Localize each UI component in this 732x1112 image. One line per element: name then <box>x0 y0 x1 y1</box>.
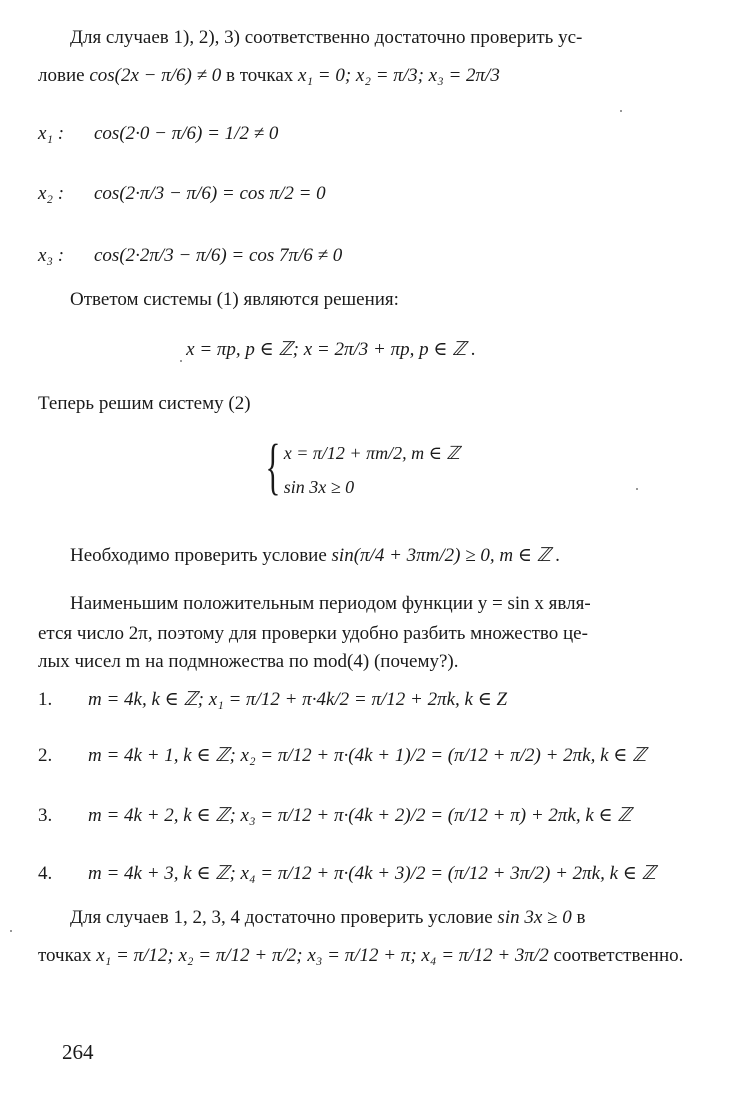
text: соответственно. <box>548 945 684 966</box>
paragraph-line <box>0 288 732 312</box>
text: в точках <box>221 65 298 86</box>
case-number: 2. <box>38 745 53 766</box>
text: Необходимо проверить условие <box>70 545 332 566</box>
paragraph-line <box>0 26 732 50</box>
check-row <box>0 122 700 146</box>
case-row <box>0 688 700 712</box>
math-formula: sin 3x ≥ 0 <box>497 907 572 928</box>
check-row <box>0 182 700 206</box>
case-row <box>0 744 700 768</box>
math-formula: x = πp, p ∈ ℤ; x = 2π/3 + πp, p ∈ ℤ . <box>186 339 476 360</box>
math-formula: m = 4k, k ∈ ℤ; x₁ = π/12 + π·4k/2 = π/12 + 2πk, k ∈ Z <box>88 689 508 710</box>
math-formula: cos(2x − π/6) ≠ 0 <box>89 65 222 86</box>
paragraph-line <box>0 544 732 568</box>
text: Ответом системы (1) являются решения: <box>70 289 399 310</box>
text: ловие <box>38 65 90 86</box>
answer-formula <box>0 338 662 362</box>
paragraph-line <box>0 622 700 646</box>
math-formula: x = π/12 + πm/2, m ∈ ℤ <box>283 443 460 463</box>
math-formula: m = 4k + 2, k ∈ ℤ; x₃ = π/12 + π·(4k + 2)/2 = (π/12 + π) + 2πk, k ∈ ℤ <box>88 805 632 826</box>
text: ется число 2π, поэтому для проверки удобно разбить множество це- <box>38 623 588 644</box>
text: в <box>571 907 586 928</box>
case-number: 4. <box>38 863 53 884</box>
paragraph-line <box>0 592 732 616</box>
paragraph-line <box>0 392 700 416</box>
case-number: 3. <box>38 805 53 826</box>
text: Для случаев 1, 2, 3, 4 достаточно проверить условие <box>70 907 498 928</box>
page-number: 264 <box>62 1040 94 1064</box>
math-formula: cos(2·π/3 − π/6) = cos π/2 = 0 <box>94 183 326 204</box>
paragraph-line <box>0 650 700 674</box>
brace-icon: { <box>265 433 281 501</box>
math-formula: x₁ = π/12; x₂ = π/12 + π/2; x₃ = π/12 + π; x₄ = π/12 + 3π/2 <box>96 945 549 966</box>
text: точках <box>38 945 97 966</box>
text: Наименьшим положительным периодом функции y = sin x явля- <box>70 593 591 614</box>
case-number: 1. <box>38 689 53 710</box>
math-label: x₂ : <box>38 183 65 204</box>
case-row <box>0 862 700 886</box>
case-row <box>0 804 700 828</box>
paragraph-line <box>0 906 732 930</box>
scan-speck <box>636 488 638 490</box>
equation-system <box>258 433 618 516</box>
math-formula: x₁ = 0; x₂ = π/3; x₃ = 2π/3 <box>298 65 500 86</box>
text: Для случаев 1), 2), 3) соответственно достаточно проверить ус- <box>70 27 583 48</box>
math-formula: m = 4k + 1, k ∈ ℤ; x₂ = π/12 + π·(4k + 1)/2 = (π/12 + π/2) + 2πk, k ∈ ℤ <box>88 745 647 766</box>
math-label: x₃ : <box>38 245 65 266</box>
math-formula: cos(2·2π/3 − π/6) = cos 7π/6 ≠ 0 <box>94 245 343 266</box>
check-row <box>0 244 700 268</box>
paragraph-line <box>0 944 700 968</box>
scan-speck <box>620 110 622 112</box>
math-label: x₁ : <box>38 123 65 144</box>
scan-speck <box>10 930 12 932</box>
math-formula: sin(π/4 + 3πm/2) ≥ 0, m ∈ ℤ . <box>331 545 561 566</box>
scan-speck <box>180 360 182 362</box>
math-formula: m = 4k + 3, k ∈ ℤ; x₄ = π/12 + π·(4k + 3)/2 = (π/12 + 3π/2) + 2πk, k ∈ ℤ <box>88 863 656 884</box>
math-formula: cos(2·0 − π/6) = 1/2 ≠ 0 <box>94 123 279 144</box>
math-formula: sin 3x ≥ 0 <box>283 477 355 497</box>
text: Теперь решим систему (2) <box>38 393 251 414</box>
paragraph-line <box>0 64 700 88</box>
text: лых чисел m на подмножества по mod(4) (почему?). <box>38 651 459 672</box>
